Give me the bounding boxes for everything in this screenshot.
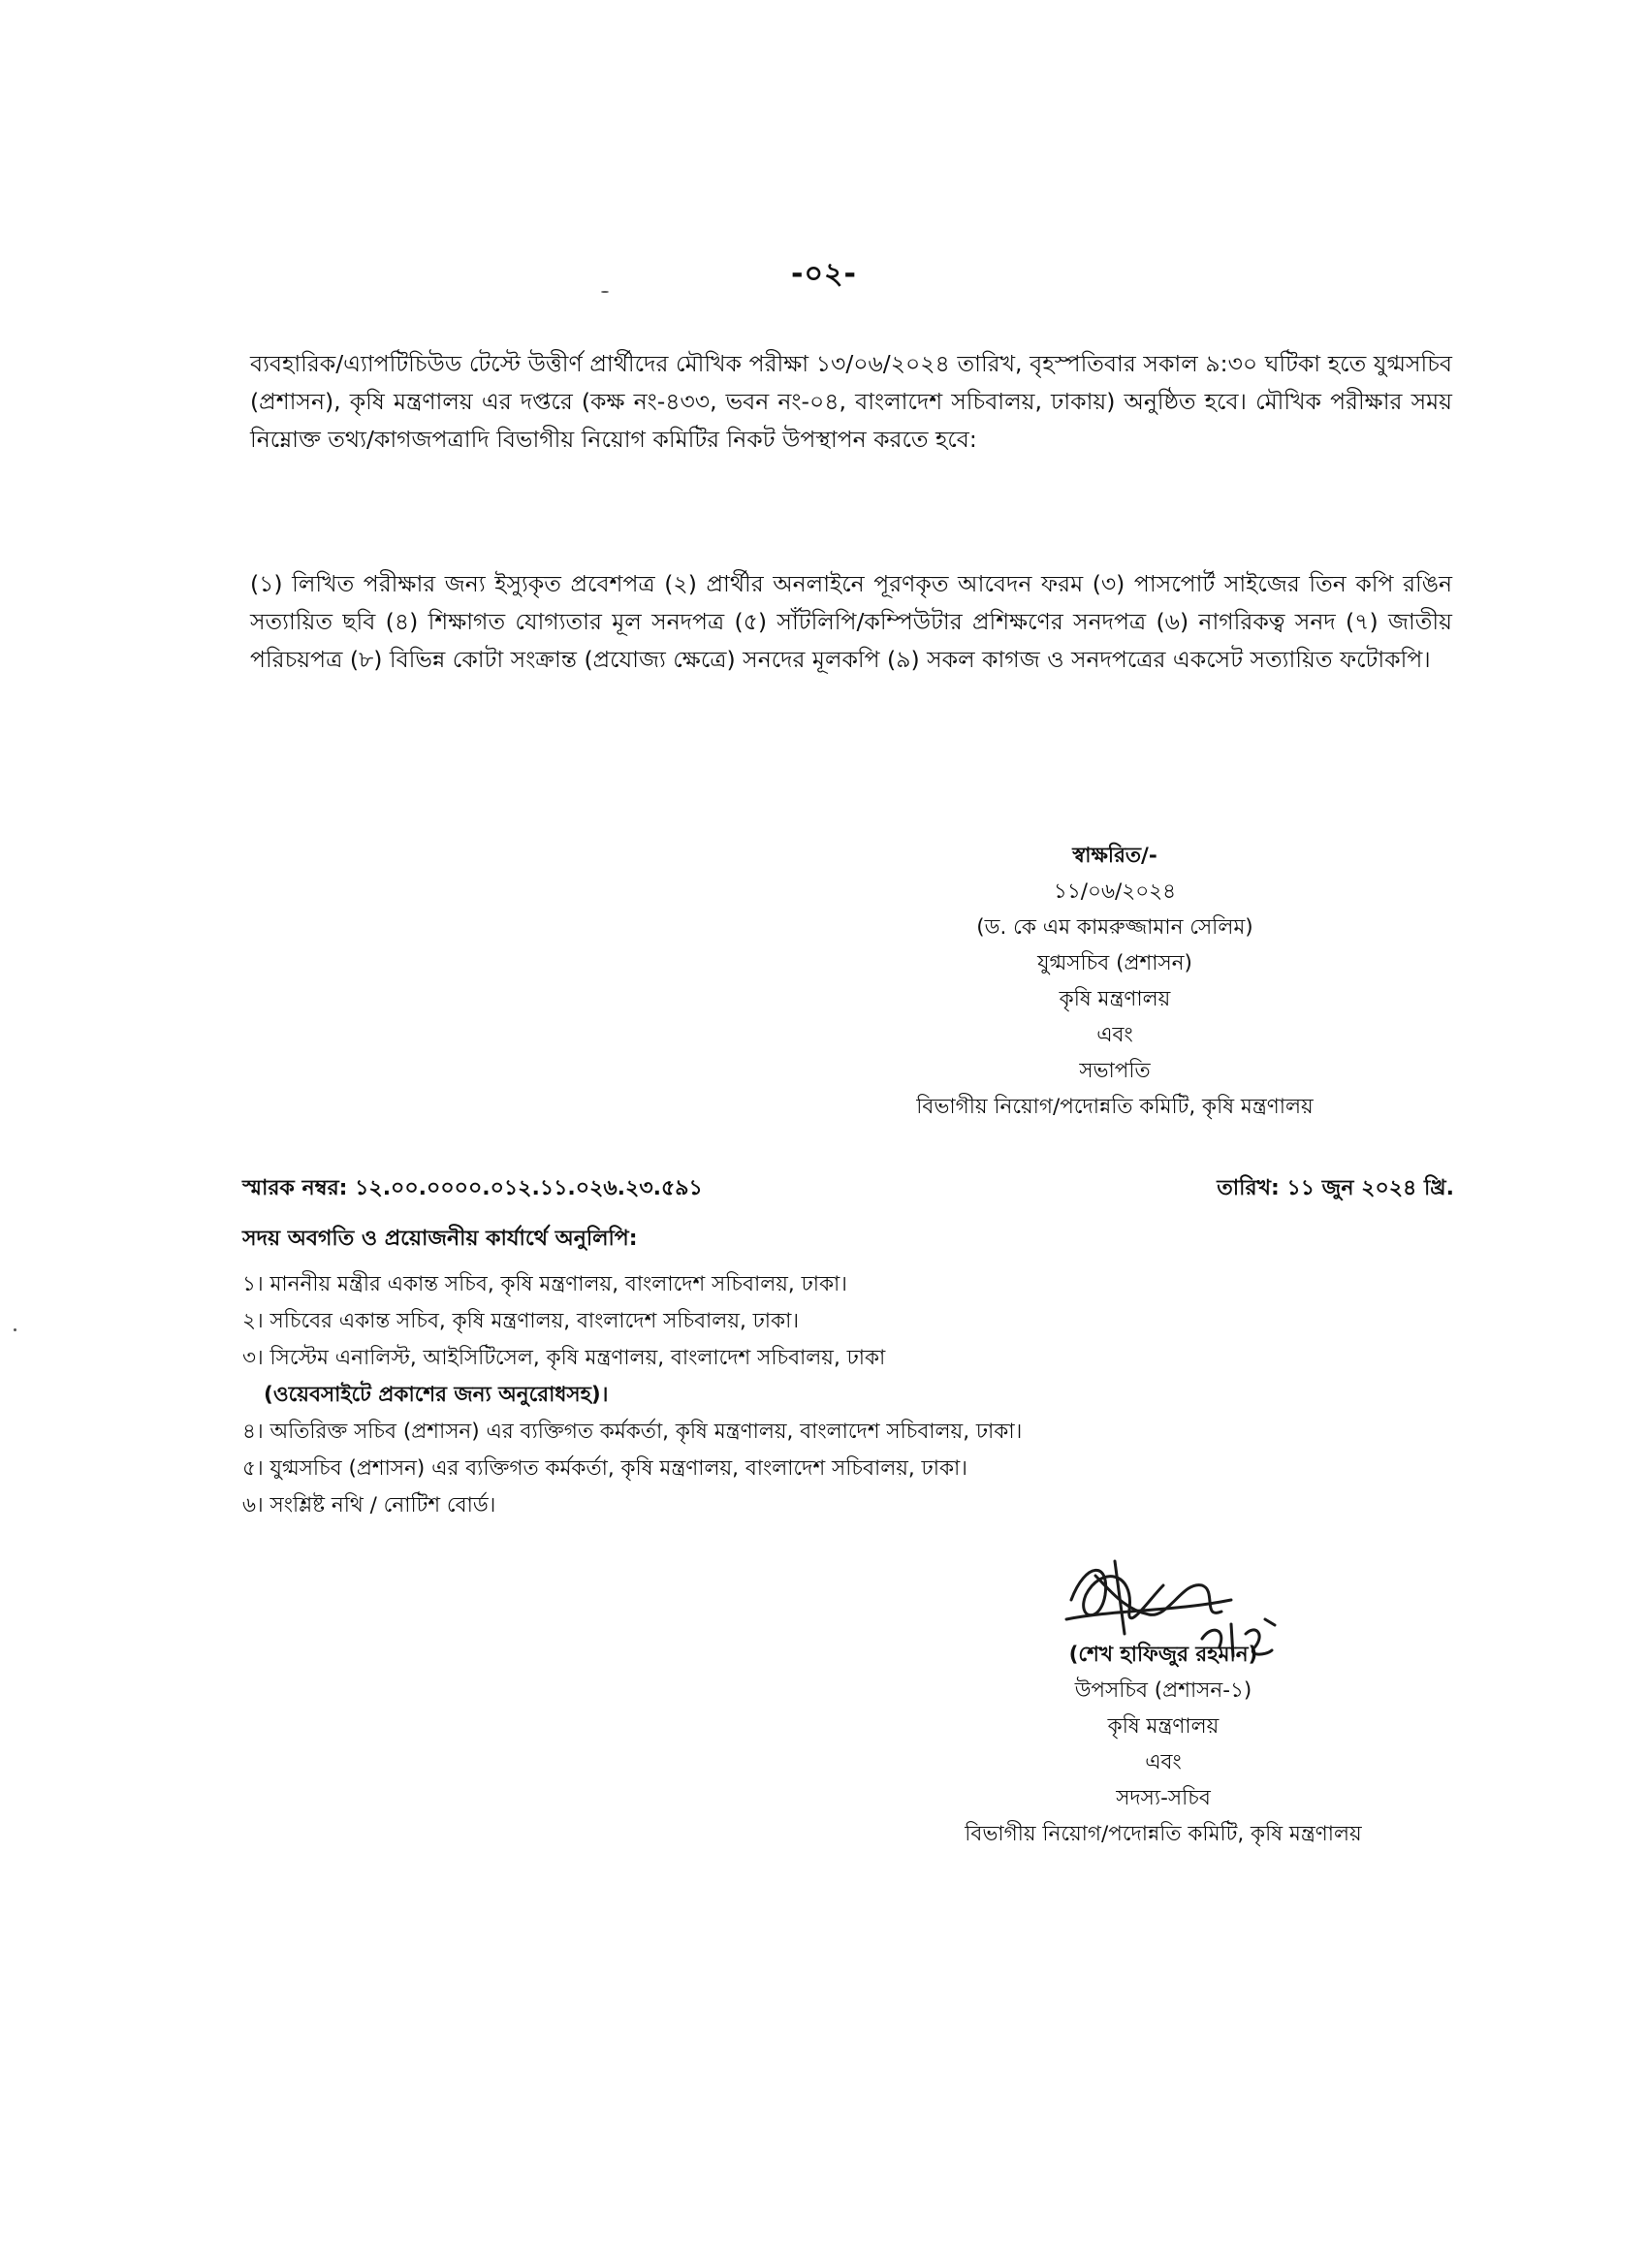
signatory-committee: বিভাগীয় নিয়োগ/পদোন্নতি কমিটি, কৃষি মন্ত্রণালয় bbox=[965, 1822, 1362, 1846]
signatory-name: (শেখ হাফিজুর রহমান) bbox=[1068, 1643, 1258, 1667]
cc-list bbox=[242, 1266, 1386, 1524]
signature-block-chairman bbox=[892, 838, 1338, 1125]
list-item bbox=[242, 1266, 1386, 1303]
memo-number: স্মারক নম্বর: ১২.০০.০০০০.০১২.১১.০২৬.২৩.৫৯১ bbox=[242, 1176, 703, 1200]
conjunction-text: এবং bbox=[1096, 1023, 1133, 1047]
page-number: -০২- bbox=[791, 257, 857, 291]
signatory-role: সদস্য-সচিব bbox=[1116, 1786, 1211, 1810]
list-item bbox=[242, 1340, 1386, 1414]
scan-speck bbox=[601, 291, 609, 293]
cc-item-note: (ওয়েবসাইটে প্রকাশের জন্য অনুরোধসহ)। bbox=[264, 1383, 609, 1407]
memo-date: তারিখ: ১১ জুন ২০২৪ খ্রি. bbox=[1217, 1176, 1454, 1200]
signatory-designation: উপসচিব (প্রশাসন-১) bbox=[1074, 1678, 1252, 1703]
cc-item-text: ৫। যুগ্মসচিব (প্রশাসন) এর ব্যক্তিগত কর্মকর্তা, কৃষি মন্ত্রণালয়, বাংলাদেশ সচিবালয়, ঢাকা। bbox=[242, 1456, 967, 1481]
signatory-designation: যুগ্মসচিব (প্রশাসন) bbox=[1037, 951, 1192, 975]
signatory-ministry: কৃষি মন্ত্রণালয় bbox=[1107, 1714, 1220, 1739]
signed-date: ১১/০৬/২০২৪ bbox=[1053, 879, 1177, 904]
scan-speck bbox=[14, 1328, 16, 1331]
required-documents-paragraph: (১) লিখিত পরীক্ষার জন্য ইস্যুকৃত প্রবেশপত্র (২) প্রার্থীর অনলাইনে পূরণকৃত আবেদন ফরম (৩) পাসপোর্ট সাইজের তিন কপি রঙিন সত্যায়িত ছবি (৪) শিক্ষাগত যোগ্যতার মূল সনদপত্র (৫) সাঁটলিপি/কম্পিউটার প্রশিক্ষণের সনদপত্র (৬) নাগরিকত্ব সনদ (৭) জাতীয় পরিচয়পত্র (৮) বিভিন্ন কোটা সংক্রান্ত (প্রযোজ্য ক্ষেত্রে) সনদের মূলকপি (৯) সকল কাগজ ও সনদপত্রের একসেট সত্যায়িত ফটোকপি। bbox=[250, 570, 1452, 673]
signatory-committee: বিভাগীয় নিয়োগ/পদোন্নতি কমিটি, কৃষি মন্ত্রণালয় bbox=[916, 1095, 1314, 1119]
interview-notice-paragraph: ব্যবহারিক/এ্যাপটিচিউড টেস্টে উত্তীর্ণ প্রার্থীদের মৌখিক পরীক্ষা ১৩/০৬/২০২৪ তারিখ, বৃহস্পতিবার সকাল ৯:৩০ ঘটিকা হতে যুগ্মসচিব (প্রশাসন), কৃষি মন্ত্রণালয় এর দপ্তরে (কক্ষ নং-৪৩৩, ভবন নং-০৪, বাংলাদেশ সচিবালয়, ঢাকায়) অনুষ্ঠিত হবে। মৌখিক পরীক্ষার সময় নিম্নোক্ত তথ্য/কাগজপত্রাদি বিভাগীয় নিয়োগ কমিটির নিকট উপস্থাপন করতে হবে: bbox=[250, 350, 1452, 453]
cc-item-text: ৩। সিস্টেম এনালিস্ট, আইসিটিসেল, কৃষি মন্ত্রণালয়, বাংলাদেশ সচিবালয়, ঢাকা bbox=[242, 1346, 886, 1370]
conjunction-text: এবং bbox=[1145, 1750, 1182, 1774]
signed-label: স্বাক্ষরিত/- bbox=[1072, 844, 1157, 868]
list-item bbox=[242, 1451, 1386, 1487]
signatory-ministry: কৃষি মন্ত্রণালয় bbox=[1059, 987, 1171, 1011]
cc-item-text: ২। সচিবের একান্ত সচিব, কৃষি মন্ত্রণালয়, বাংলাদেশ সচিবালয়, ঢাকা। bbox=[242, 1309, 800, 1333]
list-item bbox=[242, 1414, 1386, 1451]
cc-item-text: ৪। অতিরিক্ত সচিব (প্রশাসন) এর ব্যক্তিগত কর্মকর্তা, কৃষি মন্ত্রণালয়, বাংলাদেশ সচিবালয়, ঢাকা। bbox=[242, 1420, 1023, 1444]
signatory-name: (ড. কে এম কামরুজ্জামান সেলিম) bbox=[976, 915, 1253, 940]
list-item bbox=[242, 1487, 1386, 1524]
cc-item-text: ১। মাননীয় মন্ত্রীর একান্ত সচিব, কৃষি মন্ত্রণালয়, বাংলাদেশ সচিবালয়, ঢাকা। bbox=[242, 1272, 847, 1296]
signature-block-member-secretary bbox=[892, 1637, 1435, 1852]
cc-item-text: ৬। সংশ্লিষ্ট নথি / নোটিশ বোর্ড। bbox=[242, 1493, 496, 1517]
signatory-role: সভাপতি bbox=[1079, 1059, 1151, 1083]
cc-heading: সদয় অবগতি ও প্রয়োজনীয় কার্যার্থে অনুলিপি: bbox=[242, 1227, 638, 1251]
list-item bbox=[242, 1303, 1386, 1340]
